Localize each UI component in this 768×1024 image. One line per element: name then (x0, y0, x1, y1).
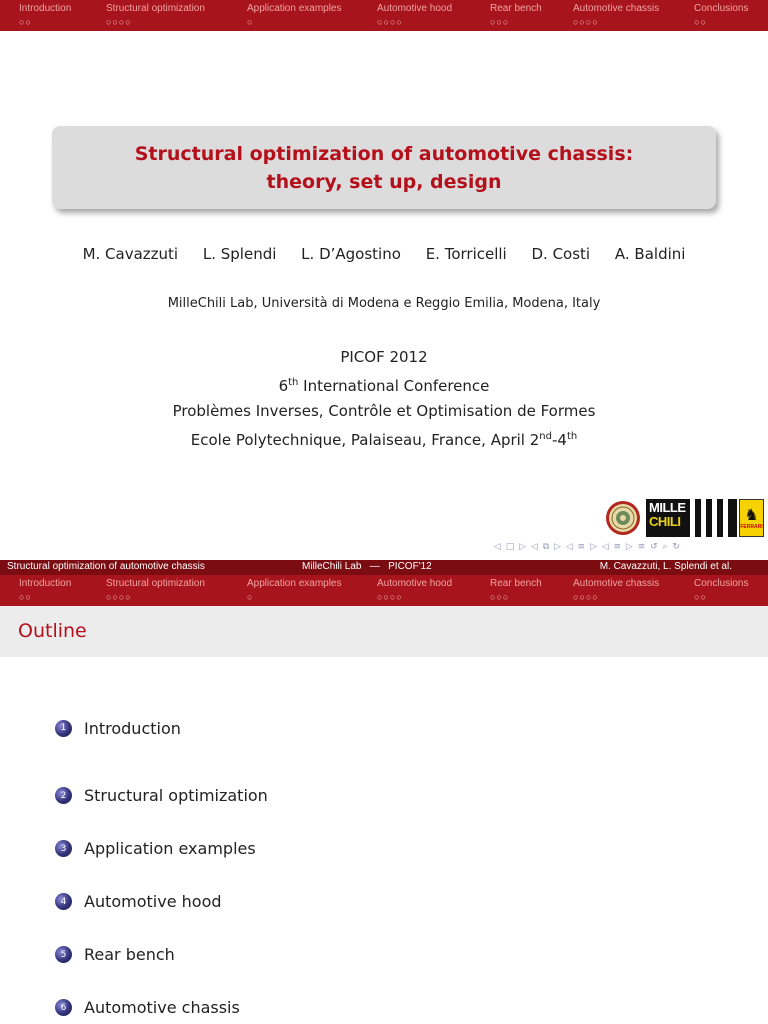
outline-item-label: Rear bench (84, 945, 175, 964)
nav-dots[interactable]: ○○○ (490, 17, 510, 27)
nav-dots[interactable]: ○○○○ (377, 17, 403, 27)
nav-dots[interactable]: ○○ (19, 17, 32, 27)
author: M. Cavazzuti (82, 245, 179, 263)
numbered-ball-icon: 4 (55, 893, 72, 910)
edition-suffix: th (288, 377, 299, 388)
logo-stripe (712, 499, 717, 537)
logo-stripe (701, 499, 706, 537)
outline-item-label: Application examples (84, 839, 256, 858)
nav-label[interactable]: Rear bench (490, 578, 542, 589)
nav-dots[interactable]: ○○ (694, 592, 707, 602)
millechili-wordmark (649, 501, 686, 529)
date-suffix-start: nd (539, 431, 552, 442)
prancing-horse-icon: ♞ (744, 505, 759, 524)
outline-item[interactable] (55, 769, 268, 822)
nav-label[interactable]: Automotive hood (377, 3, 453, 14)
conference-edition (0, 370, 768, 399)
nav-dots[interactable]: ○○○○ (573, 17, 599, 27)
outline-item[interactable] (55, 822, 268, 875)
nav-dots[interactable]: ○○ (19, 592, 32, 602)
numbered-ball-icon: 3 (55, 840, 72, 857)
title-block (52, 126, 716, 209)
footline (0, 560, 768, 575)
outline-item[interactable] (55, 928, 268, 981)
nav-section-rear-bench[interactable] (490, 3, 542, 29)
outline-item-label: Introduction (84, 718, 181, 738)
nav-section-conclusions[interactable] (694, 578, 748, 604)
nav-section-automotive-chassis[interactable] (573, 578, 659, 604)
nav-label[interactable]: Automotive chassis (573, 3, 660, 14)
frame-title: Outline (18, 620, 87, 642)
nav-dots[interactable]: ○○○○ (573, 592, 599, 602)
nav-label[interactable]: Conclusions (694, 3, 749, 14)
nav-label[interactable]: Application examples (247, 578, 342, 589)
affiliation: MilleChili Lab, Università di Modena e Reggio Emilia, Modena, Italy (167, 296, 601, 311)
presentation-title-line-2: theory, set up, design (266, 170, 502, 193)
nav-label[interactable]: Rear bench (490, 3, 542, 14)
section-navbar-top (0, 0, 768, 31)
frame-title-bar (0, 606, 768, 657)
ferrari-wordmark: FERRARI (740, 524, 763, 530)
section-navbar-bottom (0, 575, 768, 606)
nav-section-conclusions[interactable] (694, 3, 748, 29)
nav-section-introduction[interactable] (19, 578, 71, 604)
author: D. Costi (531, 245, 591, 263)
place-prefix: Ecole Polytechnique, Palaiseau, France, April 2 (190, 431, 540, 449)
numbered-ball-icon: 1 (55, 720, 72, 737)
nav-label[interactable]: Application examples (247, 3, 342, 14)
nav-section-automotive-hood[interactable] (377, 3, 452, 29)
millechili-word-1: MILLE (649, 500, 686, 515)
outline-item[interactable] (55, 716, 268, 740)
nav-section-automotive-hood[interactable] (377, 578, 452, 604)
nav-label[interactable]: Introduction (19, 3, 72, 14)
university-seal-logo (605, 500, 641, 536)
nav-section-structural-optimization[interactable] (106, 578, 205, 604)
author: L. Splendi (202, 245, 277, 263)
edition-number: 6 (278, 377, 289, 395)
millechili-logo (646, 499, 737, 537)
conference-place-date (0, 424, 768, 453)
nav-label[interactable]: Introduction (19, 578, 72, 589)
nav-dots[interactable]: ○ (247, 592, 254, 602)
nav-label[interactable]: Conclusions (694, 578, 749, 589)
numbered-ball-icon: 5 (55, 946, 72, 963)
author: E. Torricelli (425, 245, 507, 263)
nav-dots[interactable]: ○ (247, 17, 254, 27)
beamer-navigation-icons[interactable]: ◁ □ ▷ ◁ ⧉ ▷ ◁ ≡ ▷ ◁ ≡ ▷ ≡ ↺ ⌕ ↻ (494, 542, 681, 552)
author: L. D’Agostino (301, 245, 401, 263)
presentation-title-line-1: Structural optimization of automotive chassis: (134, 142, 634, 165)
conference-subtitle: Problèmes Inverses, Contrôle et Optimisation de Formes (172, 402, 596, 420)
edition-text: International Conference (298, 377, 490, 395)
outline-item-label: Automotive chassis (84, 998, 240, 1017)
outline-item[interactable] (55, 875, 268, 928)
footer-venue: MilleChili Lab — PICOF'12 (302, 561, 432, 572)
nav-section-application-examples[interactable] (247, 578, 342, 604)
nav-dots[interactable]: ○○○ (490, 592, 510, 602)
nav-dots[interactable]: ○○ (694, 17, 707, 27)
nav-label[interactable]: Automotive hood (377, 578, 453, 589)
author-list (0, 245, 768, 263)
footer-authors: M. Cavazzuti, L. Splendi et al. (599, 561, 732, 572)
footer-title: Structural optimization of automotive chassis (7, 561, 205, 572)
nav-section-automotive-chassis[interactable] (573, 3, 659, 29)
nav-section-introduction[interactable] (19, 3, 71, 29)
numbered-ball-icon: 6 (55, 999, 72, 1016)
logo-stripe (723, 499, 728, 537)
author: A. Baldini (614, 245, 686, 263)
ferrari-logo (739, 499, 764, 537)
outline-item[interactable] (55, 981, 268, 1024)
date-suffix-end: th (566, 431, 578, 442)
date-end: -4 (551, 431, 567, 449)
nav-label[interactable]: Structural optimization (106, 578, 205, 589)
logo-stripe (690, 499, 695, 537)
millechili-word-2: CHILI (649, 514, 681, 529)
nav-section-application-examples[interactable] (247, 3, 342, 29)
nav-dots[interactable]: ○○○○ (106, 592, 132, 602)
nav-section-structural-optimization[interactable] (106, 3, 205, 29)
outline-item-label: Structural optimization (84, 786, 268, 805)
numbered-ball-icon: 2 (55, 787, 72, 804)
nav-dots[interactable]: ○○○○ (106, 17, 132, 27)
conference-name: PICOF 2012 (340, 348, 428, 366)
nav-dots[interactable]: ○○○○ (377, 592, 403, 602)
nav-label[interactable]: Structural optimization (106, 3, 205, 14)
conference-info (0, 345, 768, 453)
outline-item-label: Automotive hood (84, 892, 222, 911)
nav-section-rear-bench[interactable] (490, 578, 542, 604)
outline-list (55, 716, 268, 1024)
nav-label[interactable]: Automotive chassis (573, 578, 660, 589)
